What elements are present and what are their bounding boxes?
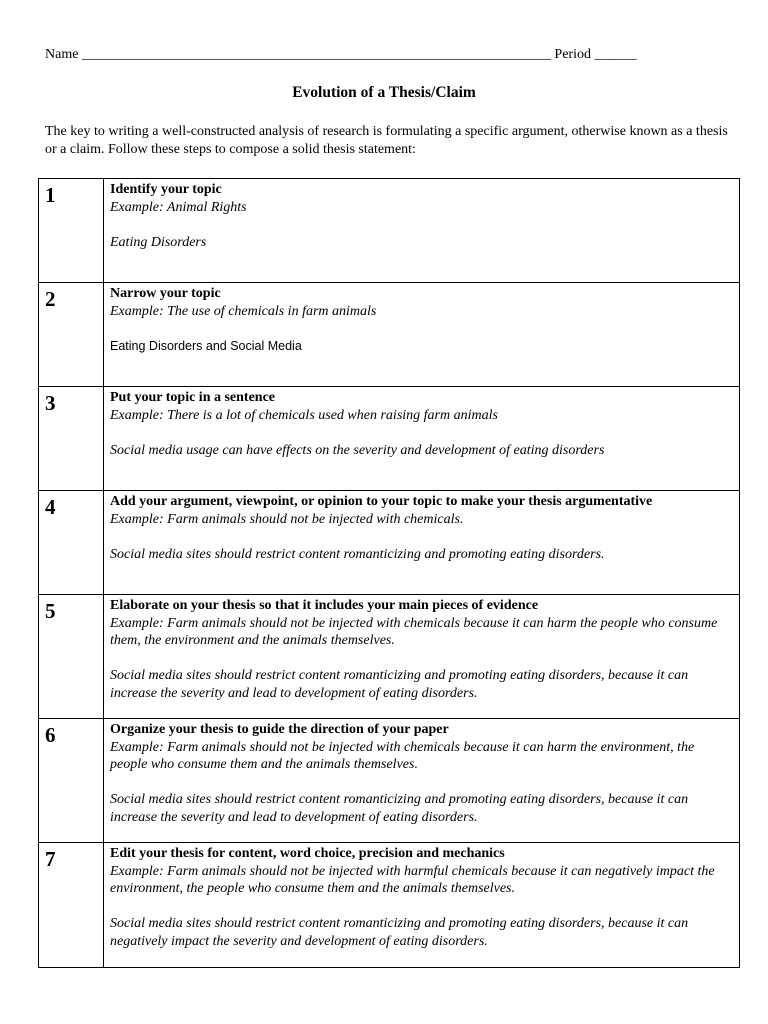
name-period-line: Name ___________________________________________________________________ Period ______ — [45, 47, 637, 62]
step-answer: Social media sites should restrict content romanticizing and promoting eating disorders, because it can negatively impact the severity and development of eating disorders. — [110, 916, 689, 949]
step-row-1 — [39, 179, 740, 283]
step-content — [104, 843, 740, 968]
step-answer: Social media sites should restrict content romanticizing and promoting eating disorders, because it can increase the severity and lead to development of eating disorders. — [110, 792, 689, 825]
step-content — [104, 387, 740, 491]
step-row-2 — [39, 283, 740, 387]
step-answer: Eating Disorders — [110, 234, 207, 250]
step-answer: Social media sites should restrict content romanticizing and promoting eating disorders, because it can increase the severity and lead to development of eating disorders. — [110, 668, 689, 701]
step-heading: Narrow your topic — [110, 286, 221, 301]
step-example: Example: Farm animals should not be injected with chemicals because it can harm the people who consume them, the environment and the animals themselves. — [110, 615, 718, 648]
step-row-5 — [39, 595, 740, 719]
step-heading: Organize your thesis to guide the direction of your paper — [110, 722, 449, 737]
step-example: Example: Animal Rights — [110, 199, 247, 215]
intro-paragraph: The key to writing a well-constructed analysis of research is formulating a specific argument, otherwise known as a thesis or a claim. Follow these steps to compose a solid thesis statement: — [45, 124, 728, 157]
step-example: Example: Farm animals should not be injected with chemicals because it can harm the environment, the people who consume them and the animals themselves. — [110, 739, 695, 772]
step-number: 1 — [39, 179, 104, 283]
step-answer: Social media sites should restrict content romanticizing and promoting eating disorders. — [110, 546, 605, 562]
step-example: Example: Farm animals should not be injected with harmful chemicals because it can negatively impact the environment, the people who consume them and the animals themselves. — [110, 863, 715, 896]
step-example: Example: The use of chemicals in farm animals — [110, 303, 377, 319]
step-content — [104, 719, 740, 843]
step-number: 2 — [39, 283, 104, 387]
step-row-3 — [39, 387, 740, 491]
step-heading: Add your argument, viewpoint, or opinion to your topic to make your thesis argumentative — [110, 494, 653, 509]
step-number: 6 — [39, 719, 104, 843]
step-heading: Identify your topic — [110, 182, 222, 197]
step-example: Example: Farm animals should not be injected with chemicals. — [110, 511, 464, 527]
step-heading: Elaborate on your thesis so that it includes your main pieces of evidence — [110, 598, 539, 613]
step-heading: Edit your thesis for content, word choice, precision and mechanics — [110, 846, 505, 861]
steps-table — [38, 178, 740, 968]
step-answer: Eating Disorders and Social Media — [110, 339, 302, 353]
page-title: Evolution of a Thesis/Claim — [292, 84, 476, 101]
step-answer: Social media usage can have effects on the severity and development of eating disorders — [110, 442, 605, 458]
step-row-4 — [39, 491, 740, 595]
step-row-6 — [39, 719, 740, 843]
step-number: 3 — [39, 387, 104, 491]
step-number: 7 — [39, 843, 104, 968]
step-row-7 — [39, 843, 740, 968]
step-content — [104, 491, 740, 595]
step-number: 5 — [39, 595, 104, 719]
step-heading: Put your topic in a sentence — [110, 390, 276, 405]
step-content — [104, 283, 740, 387]
step-content — [104, 595, 740, 719]
step-number: 4 — [39, 491, 104, 595]
step-example: Example: There is a lot of chemicals used when raising farm animals — [110, 407, 498, 423]
step-content — [104, 179, 740, 283]
